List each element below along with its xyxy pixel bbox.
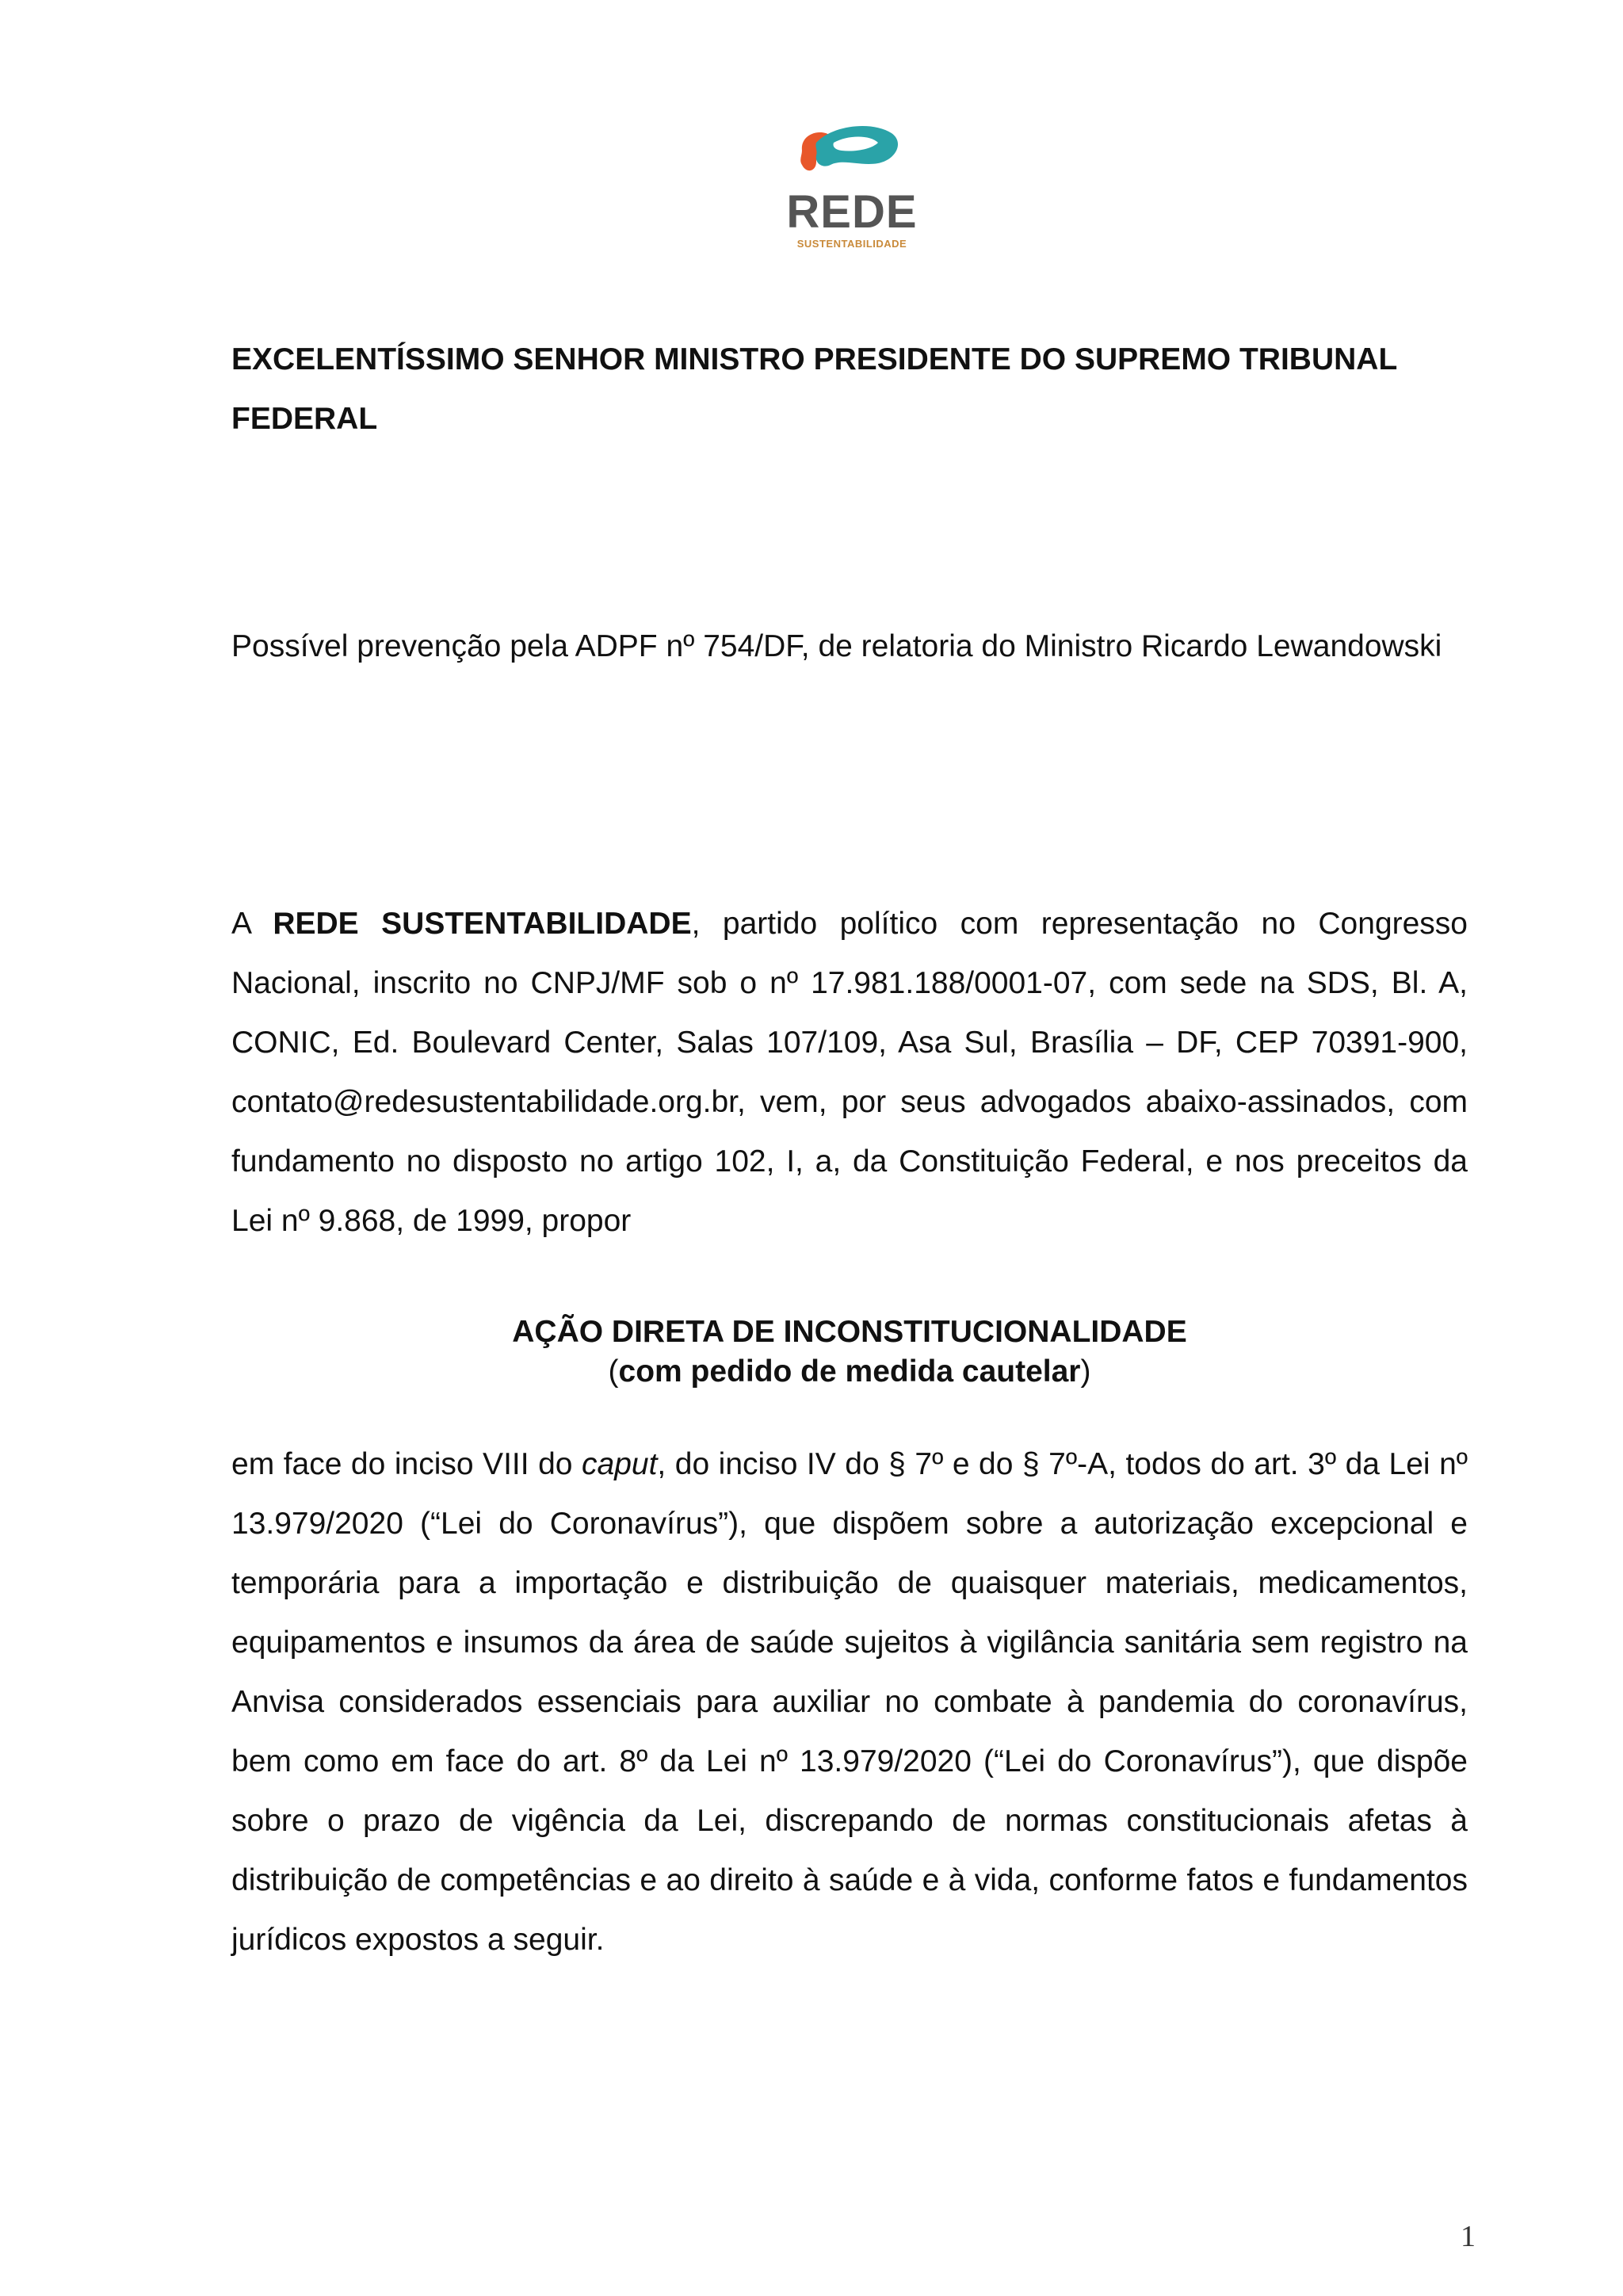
qualification-lead: A xyxy=(231,907,273,941)
object-part-2: , do inciso IV do § 7º e do § 7º-A, todos do art. 3º da Lei nº 13.979/2020 (“Lei do Coronavírus”), que dispõem sobre a autorização excepcional e temporária para a importação e distribuição de quaisquer materiais, medicamentos, equipamentos e insumos da área de saúde sujeitos à vigilância sanitária sem registro na Anvisa considerados essenciais para auxiliar no combate à pandemia do coronavírus, bem como em face do art. 8º da Lei nº 13.979/2020 (“Lei do Coronavírus”), que dispõe sobre o prazo de vigência da Lei, discrepando de normas constitucionais afetas à distribuição de competências e ao direito à saúde e à vida, conforme fatos e fundamentos jurídicos expostos a seguir. xyxy=(231,1447,1468,1957)
subtitle-close-paren: ) xyxy=(1080,1354,1091,1389)
object-part-1: em face do inciso VIII do xyxy=(231,1447,582,1481)
action-subtitle xyxy=(231,1352,1468,1392)
addressee-line-2: FEDERAL xyxy=(231,402,378,436)
rede-logo xyxy=(785,119,919,255)
page-number: 1 xyxy=(1461,2220,1476,2253)
addressee-line-1: EXCELENTÍSSIMO SENHOR MINISTRO PRESIDENTE DO SUPREMO TRIBUNAL xyxy=(231,342,1398,376)
action-title: AÇÃO DIRETA DE INCONSTITUCIONALIDADE xyxy=(512,1315,1187,1349)
prevention-paragraph: Possível prevenção pela ADPF nº 754/DF, de relatoria do Ministro Ricardo Lewandowski xyxy=(231,629,1442,663)
action-title-block xyxy=(231,1312,1468,1392)
subtitle-text: com pedido de medida cautelar xyxy=(618,1354,1081,1389)
addressee-heading xyxy=(231,330,1468,449)
caput-term: caput xyxy=(582,1447,658,1481)
object-paragraph xyxy=(231,1435,1468,1969)
subtitle-open-paren: ( xyxy=(608,1354,619,1389)
rede-logo-icon xyxy=(785,119,919,190)
logo-wordmark: REDE xyxy=(786,186,918,238)
qualification-paragraph xyxy=(231,894,1468,1251)
logo-tagline: SUSTENTABILIDADE xyxy=(796,238,907,250)
party-name: REDE SUSTENTABILIDADE xyxy=(273,907,692,941)
qualification-text: , partido político com representação no Congresso Nacional, inscrito no CNPJ/MF sob o nº 17.981.188/0001-07, com sede na SDS, Bl. A, CONIC, Ed. Boulevard Center, Salas 107/109, Asa Sul, Brasília – DF, CEP 70391-900, contato@redesustentabilidade.org.br, vem, por seus advogados abaixo-assinados, com fundamento no disposto no artigo 102, I, a, da Constituição Federal, e nos preceitos da Lei nº 9.868, de 1999, propor xyxy=(231,907,1468,1238)
